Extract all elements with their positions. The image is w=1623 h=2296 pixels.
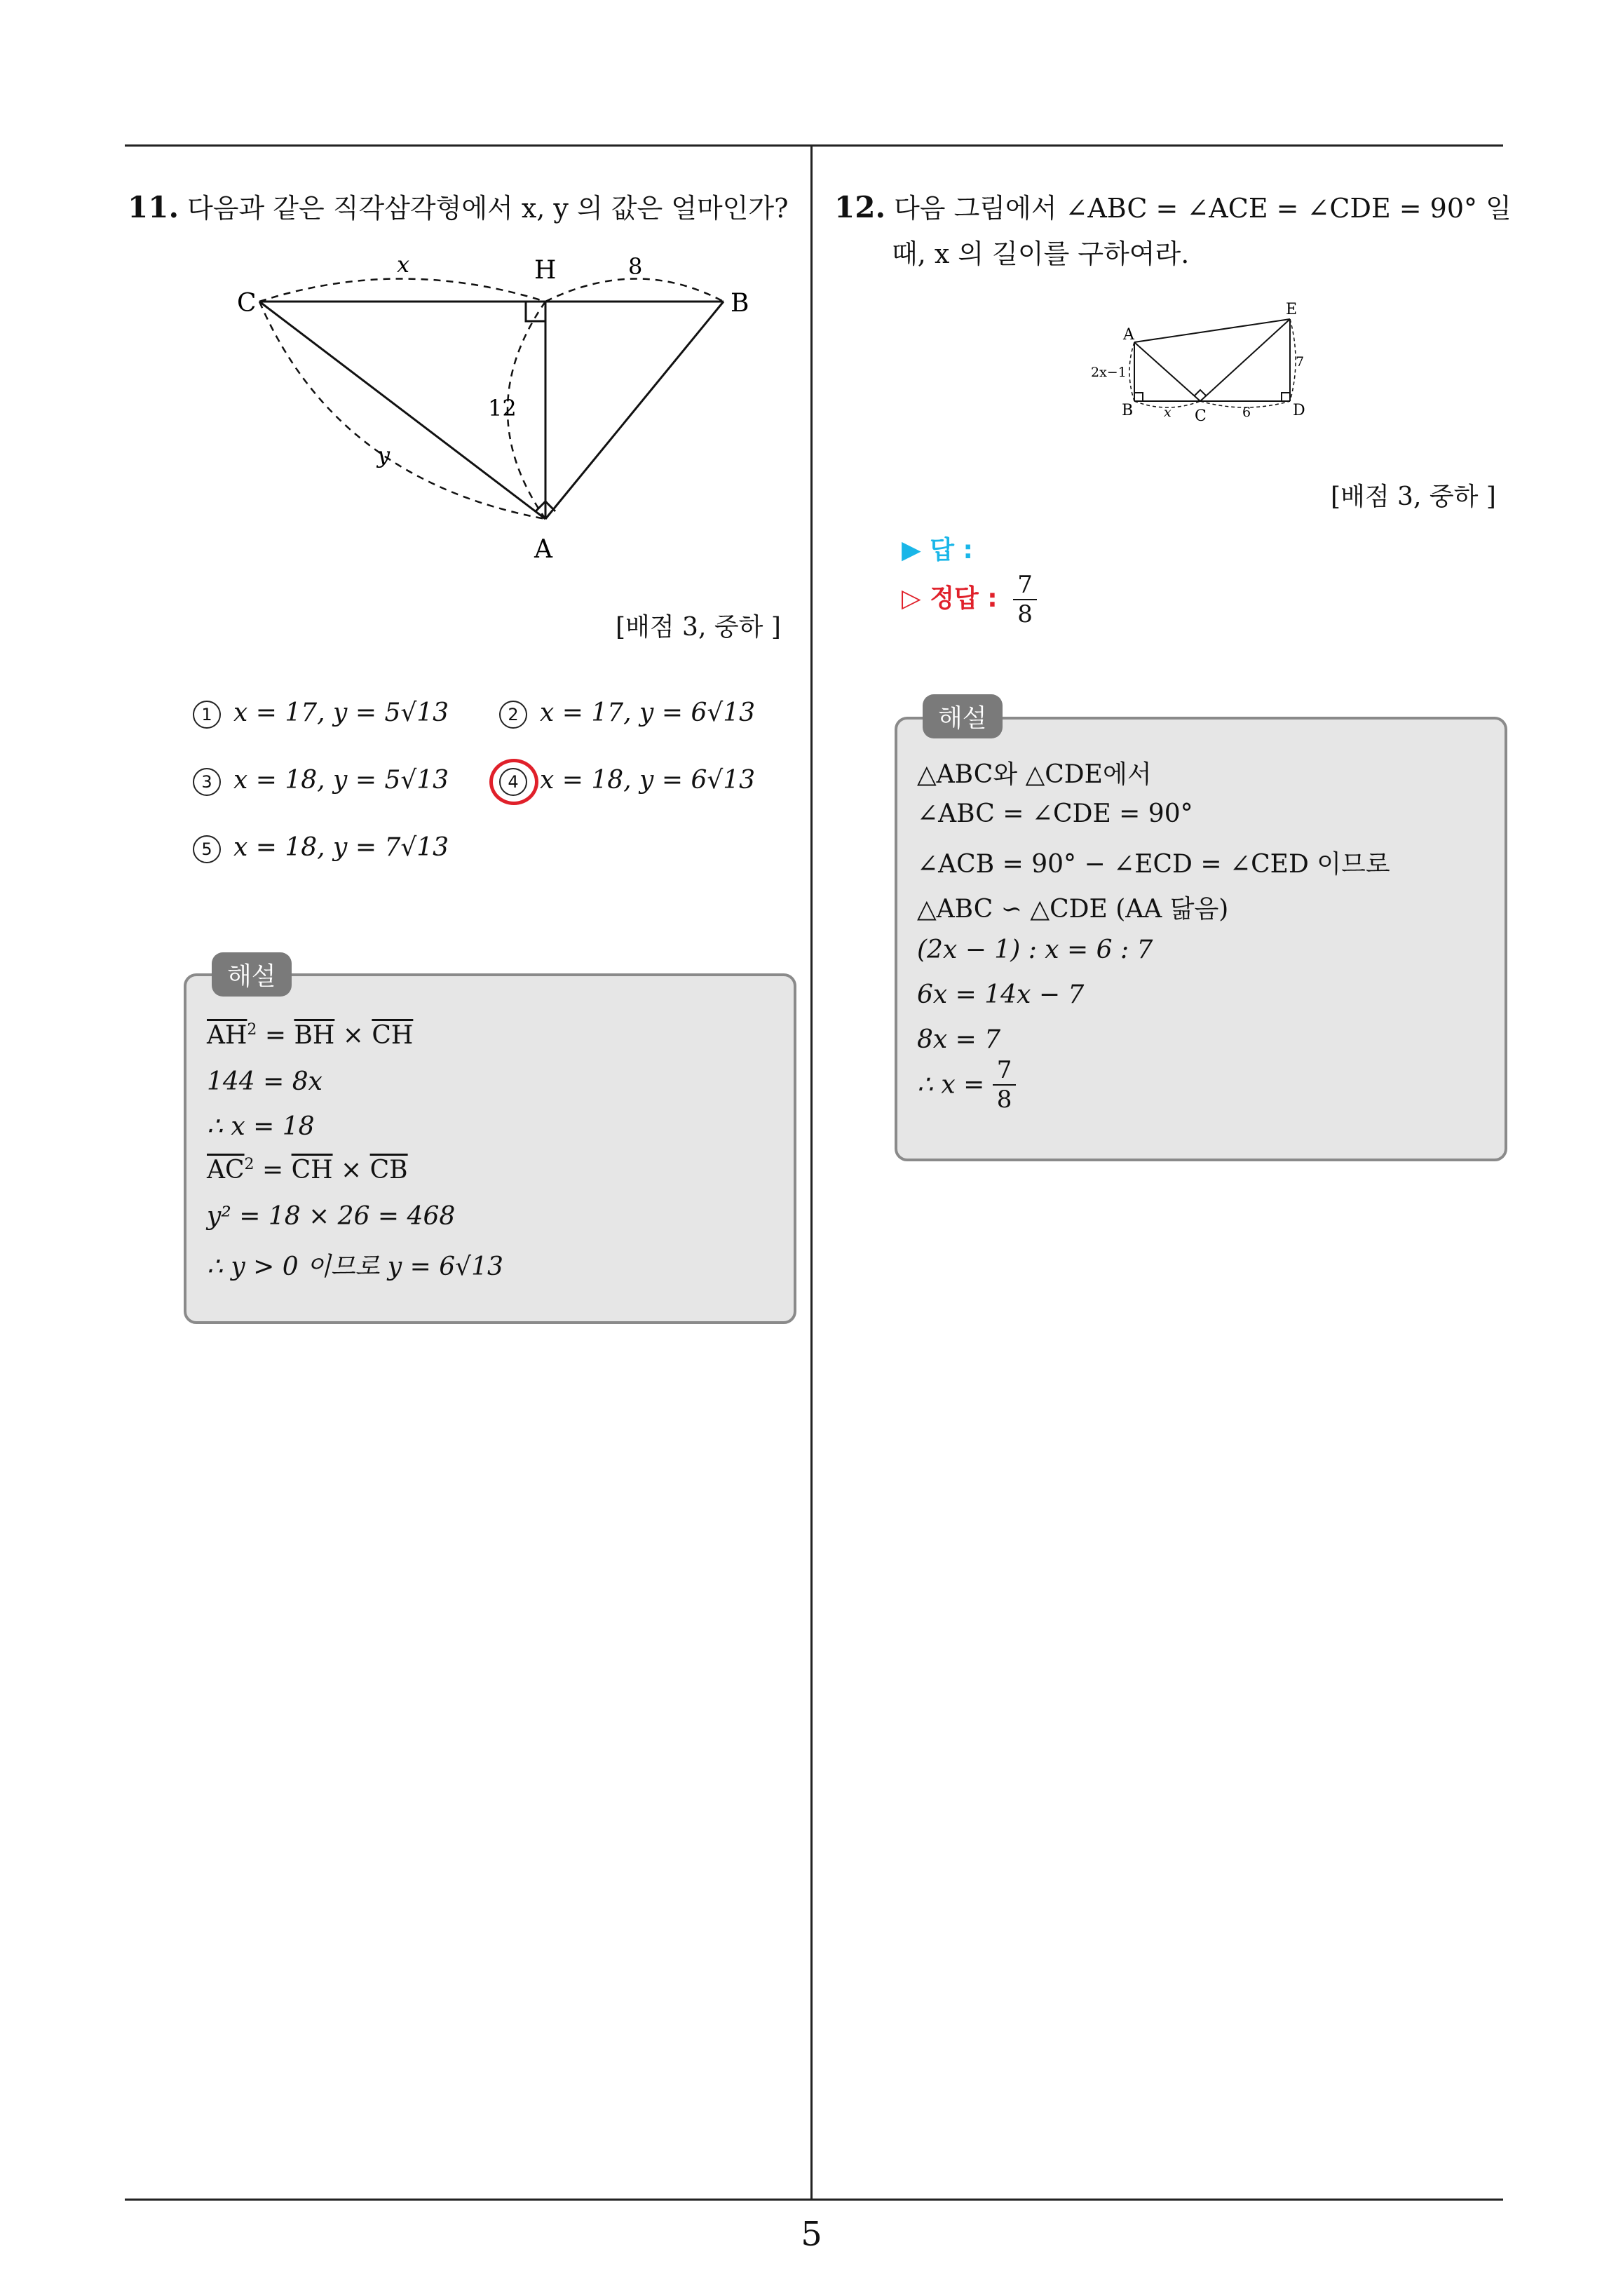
q12-solution-line-2: ∠ABC = ∠CDE = 90° xyxy=(917,799,1193,828)
q11-label-C: C xyxy=(237,289,257,318)
q12-number: 12. xyxy=(834,190,886,224)
final-fraction xyxy=(993,1056,1017,1114)
q12-label-6: 6 xyxy=(1242,405,1251,420)
q12-solution-tab: 해설 xyxy=(923,694,1003,738)
choice-text: x = 18, y = 7√13 xyxy=(233,833,449,862)
q12-solution-line-3: ∠ACB = 90° − ∠ECD = ∠CED 이므로 xyxy=(917,850,1390,879)
q12-label-D: D xyxy=(1293,402,1305,419)
q12-answer-label: ▶ 답 : xyxy=(902,536,973,565)
fraction-numerator: 7 xyxy=(993,1056,1017,1086)
choice-mark: 5 xyxy=(193,835,221,863)
q12-correct-fraction xyxy=(1013,571,1037,628)
choice-text: x = 17, y = 6√13 xyxy=(540,698,756,727)
q12-label-A: A xyxy=(1123,326,1134,344)
choice-text: x = 17, y = 5√13 xyxy=(233,698,449,727)
q11-solution-line-6: ∴ y > 0 이므로 y = 6√13 xyxy=(207,1252,503,1281)
q12-solution-line-1: △ABC와 △CDE에서 xyxy=(917,760,1152,789)
q11-score: [배점 3, 중하 ] xyxy=(616,613,781,642)
choice-mark: 3 xyxy=(193,768,221,796)
q12-solution-line-6: 6x = 14x − 7 xyxy=(917,980,1085,1009)
choice-mark: 2 xyxy=(499,701,527,729)
q12-solution-line-7: 8x = 7 xyxy=(917,1025,1001,1054)
correct-answer-circle xyxy=(489,759,538,805)
q11-solution-line-5: y² = 18 × 26 = 468 xyxy=(207,1202,456,1231)
q12-correct-answer xyxy=(902,571,1037,628)
fraction-denominator: 8 xyxy=(1017,600,1033,628)
q12-correct-label: ▷ 정답 : xyxy=(902,584,998,613)
q11-solution-line-2: 144 = 8x xyxy=(207,1067,322,1096)
q11-choice-1[interactable] xyxy=(193,698,449,729)
q12-label-B: B xyxy=(1122,402,1134,419)
q12-solution-final xyxy=(917,1056,1016,1114)
q11-solution-tab: 해설 xyxy=(212,952,292,997)
page-number: 5 xyxy=(801,2215,822,2254)
bottom-rule xyxy=(125,2199,1503,2201)
q12-label-C: C xyxy=(1195,407,1207,425)
q12-question xyxy=(834,187,1512,229)
choice-text: x = 18, y = 5√13 xyxy=(233,766,449,795)
choice-mark: 1 xyxy=(193,701,221,729)
q11-label-H: H xyxy=(534,256,557,285)
fraction-numerator: 7 xyxy=(1013,571,1037,600)
q11-choice-3[interactable] xyxy=(193,766,449,796)
choice-mark: 4 xyxy=(499,768,527,796)
q11-label-12: 12 xyxy=(488,395,517,421)
column-divider xyxy=(810,144,813,2199)
q11-figure xyxy=(231,249,778,572)
q12-label-E: E xyxy=(1286,301,1298,318)
q11-label-A: A xyxy=(534,535,552,564)
q12-score: [배점 3, 중하 ] xyxy=(1331,482,1496,511)
q11-solution-line-4: $\overline{AC}^2 = \overline{CH} \times \overline{CB}$ xyxy=(207,1156,408,1184)
q11-text: 다음과 같은 직각삼각형에서 x, y 의 값은 얼마인가? xyxy=(187,193,789,224)
q11-solution-line-3: ∴ x = 18 xyxy=(207,1112,315,1141)
q12-solution-line-5: (2x − 1) : x = 6 : 7 xyxy=(917,936,1153,964)
top-rule xyxy=(125,144,1503,147)
q11-number: 11. xyxy=(128,190,179,224)
q11-label-8: 8 xyxy=(628,253,643,280)
q11-question xyxy=(128,187,788,229)
q12-line1: 다음 그림에서 ∠ABC = ∠ACE = ∠CDE = 90° 일 xyxy=(894,193,1512,224)
q12-label-2x-1: 2x−1 xyxy=(1091,365,1127,380)
q12-label-x: x xyxy=(1164,405,1172,420)
fraction-denominator: 8 xyxy=(996,1086,1012,1114)
q12-figure xyxy=(1087,295,1325,435)
q11-choice-2[interactable] xyxy=(499,698,755,729)
q11-choice-5[interactable] xyxy=(193,833,449,863)
q11-label-x: x xyxy=(397,251,410,278)
final-prefix: ∴ x = xyxy=(917,1070,985,1100)
q11-label-y: y xyxy=(377,442,391,468)
q12-label-7: 7 xyxy=(1296,354,1305,370)
q11-label-B: B xyxy=(731,289,749,318)
q12-question-line2: 때, x 의 길이를 구하여라. xyxy=(892,238,1190,269)
q12-solution-line-4: △ABC ∽ △CDE (AA 닮음) xyxy=(917,895,1229,924)
choice-text: x = 18, y = 6√13 xyxy=(540,766,756,795)
q11-solution-line-1: $\overline{AH}^2 = \overline{BH} \times \overline{CH}$ xyxy=(207,1021,414,1050)
